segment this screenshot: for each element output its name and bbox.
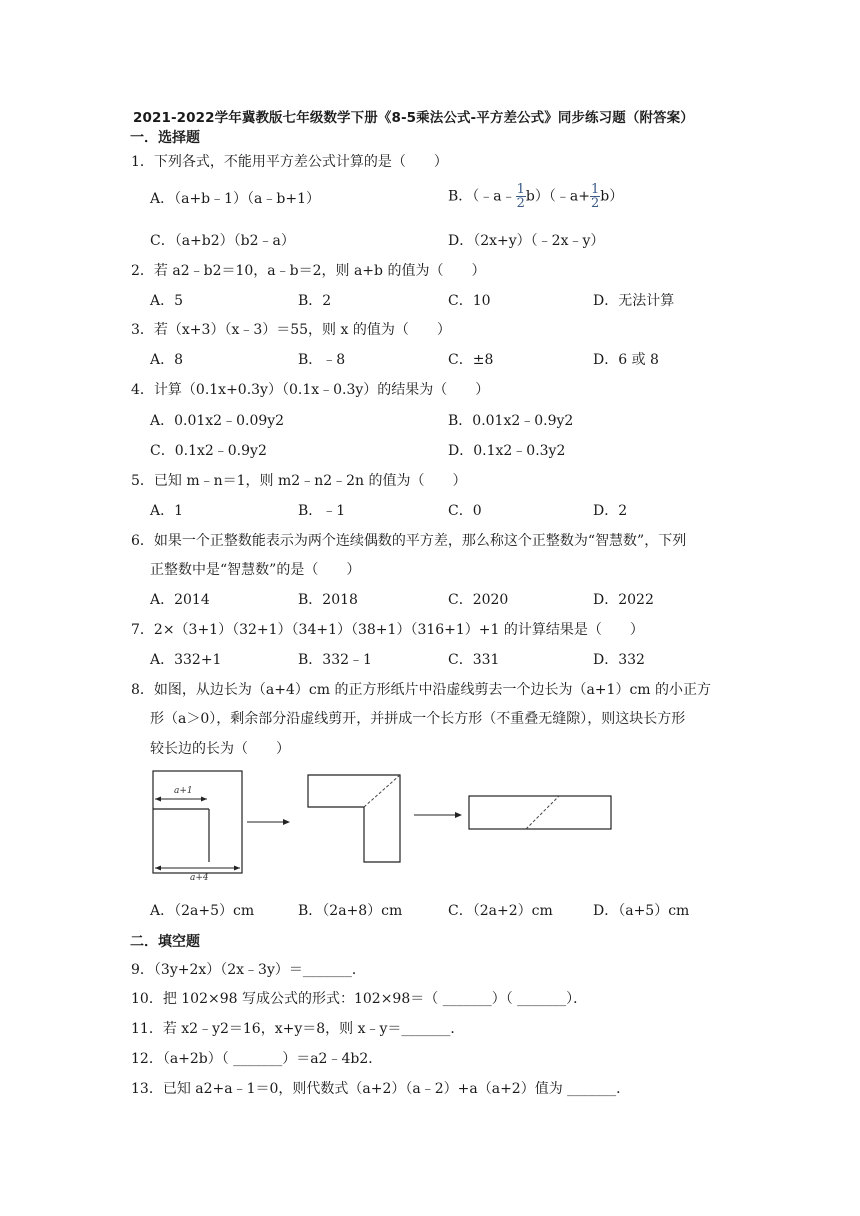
section-heading-fill-in: 二．填空题 [130, 934, 200, 950]
question-5-option-b: B．﹣1 [298, 503, 346, 519]
cut-square-figure [140, 762, 630, 882]
result-rectangle [469, 796, 611, 829]
fraction-numerator: 1 [590, 182, 600, 197]
question-3-option-c: C．±8 [448, 352, 494, 368]
option-b-text-1: B．（﹣a﹣ [448, 188, 516, 205]
question-4-option-a: A．0.01x2﹣0.09y2 [150, 413, 285, 429]
question-7-option-d: D．332 [593, 652, 645, 668]
question-1-option-d: D．（2x+y）（﹣2x﹣y） [448, 233, 605, 249]
question-8-option-a: A．（2a+5）cm [150, 903, 255, 919]
question-5-option-a: A．1 [150, 503, 184, 519]
question-5-stem: 5．已知 m﹣n＝1，则 m2﹣n2﹣2n 的值为（ ） [131, 473, 467, 489]
question-4-option-d: D．0.1x2﹣0.3y2 [448, 443, 566, 459]
rectangle-dashed-line [526, 796, 559, 829]
option-b-text-2: b）（﹣a+ [525, 188, 590, 205]
fraction-numerator: 1 [516, 182, 525, 197]
question-1-option-c: C．（a+b2）（b2﹣a） [150, 233, 295, 249]
question-2-option-c: C．10 [448, 293, 491, 309]
question-6-option-d: D．2022 [593, 592, 654, 608]
question-11: 11．若 x2﹣y2＝16，x+y＝8，则 x﹣y＝_______． [131, 1021, 465, 1037]
question-2-option-b: B．2 [298, 293, 332, 309]
question-8-stem-line-2: 形（a＞0），剩余部分沿虚线剪开，并拼成一个长方形（不重叠无缝隙），则这块长方形 [150, 711, 686, 727]
question-7-option-c: C．331 [448, 652, 500, 668]
l-shape [308, 775, 400, 862]
question-6-option-a: A．2014 [150, 592, 210, 608]
question-7-stem: 7．2×（3+1）（32+1）（34+1）（38+1）（316+1）+1 的计算结果是（ ） [131, 622, 644, 638]
label-a-plus-1: a+1 [174, 786, 193, 796]
arrowhead-right [201, 797, 207, 802]
label-a-plus-4: a+4 [190, 873, 209, 882]
question-2-stem: 2．若 a2﹣b2＝10，a﹣b＝2，则 a+b 的值为（ ） [131, 263, 486, 279]
question-7-option-b: B．332﹣1 [298, 652, 372, 668]
question-8-stem-line-1: 8．如图，从边长为（a+4）cm 的正方形纸片中沿虚线剪去一个边长为（a+1）cm 的小正方 [131, 682, 712, 698]
arrowhead-right [234, 866, 240, 871]
question-2-option-d: D．无法计算 [593, 293, 675, 309]
question-6-stem-line-1: 6．如果一个正整数能表示为两个连续偶数的平方差，那么称这个正整数为“智慧数”，下列 [131, 533, 687, 549]
question-5-option-c: C．0 [448, 503, 482, 519]
l-shape-dashed-cut [364, 775, 400, 807]
question-4-stem: 4．计算（0.1x+0.3y）（0.1x﹣0.3y）的结果为（ ） [131, 382, 490, 398]
question-4-option-c: C．0.1x2﹣0.9y2 [150, 443, 267, 459]
question-6-option-b: B．2018 [298, 592, 358, 608]
document-title: 2021-2022学年冀教版七年级数学下册《8-5乘法公式-平方差公式》同步练习题（附答案） [133, 110, 694, 126]
question-1-option-a: A．（a+b﹣1）（a﹣b+1） [150, 191, 321, 207]
question-1-option-b [448, 183, 623, 210]
fraction-half-1 [516, 183, 526, 210]
fraction-denominator: 2 [516, 196, 525, 211]
question-8-stem-line-3: 较长边的长为（ ） [150, 741, 290, 757]
question-1-stem: 1．下列各式，不能用平方差公式计算的是（ ） [131, 154, 448, 170]
question-8-option-b: B．（2a+8）cm [298, 903, 403, 919]
fraction-denominator: 2 [590, 196, 600, 211]
question-8-option-d: D．（a+5）cm [593, 903, 690, 919]
question-3-option-d: D．6 或 8 [593, 352, 659, 368]
arrowhead-left [155, 797, 161, 802]
question-4-option-b: B．0.01x2﹣0.9y2 [448, 413, 574, 429]
arrowhead-left [155, 866, 161, 871]
question-3-option-b: B．﹣8 [298, 352, 346, 368]
question-5-option-d: D．2 [593, 503, 628, 519]
fraction-half-2 [590, 183, 600, 210]
question-6-stem-line-2: 正整数中是“智慧数”的是（ ） [150, 562, 361, 578]
question-13: 13．已知 a2+a﹣1＝0，则代数式（a+2）（a﹣2）+a（a+2）值为 _______． [131, 1081, 631, 1097]
question-3-option-a: A．8 [150, 352, 184, 368]
question-2-option-a: A．5 [150, 293, 184, 309]
question-7-option-a: A．332+1 [150, 652, 222, 668]
arrow-1-head [283, 819, 290, 825]
question-10: 10．把 102×98 写成公式的形式：102×98＝（ _______）（ _______）． [131, 991, 588, 1007]
question-8-option-c: C．（2a+2）cm [448, 903, 553, 919]
large-square [153, 771, 242, 873]
arrow-2-head [455, 812, 462, 818]
question-3-stem: 3．若（x+3）（x﹣3）＝55，则 x 的值为（ ） [131, 322, 451, 338]
question-9: 9．（3y+2x）（2x﹣3y）＝_______． [131, 962, 366, 978]
question-12: 12．（a+2b）（ _______）＝a2﹣4b2． [131, 1051, 383, 1067]
question-6-option-c: C．2020 [448, 592, 509, 608]
section-heading-choice: 一．选择题 [130, 130, 200, 146]
option-b-text-3: b） [600, 188, 624, 205]
